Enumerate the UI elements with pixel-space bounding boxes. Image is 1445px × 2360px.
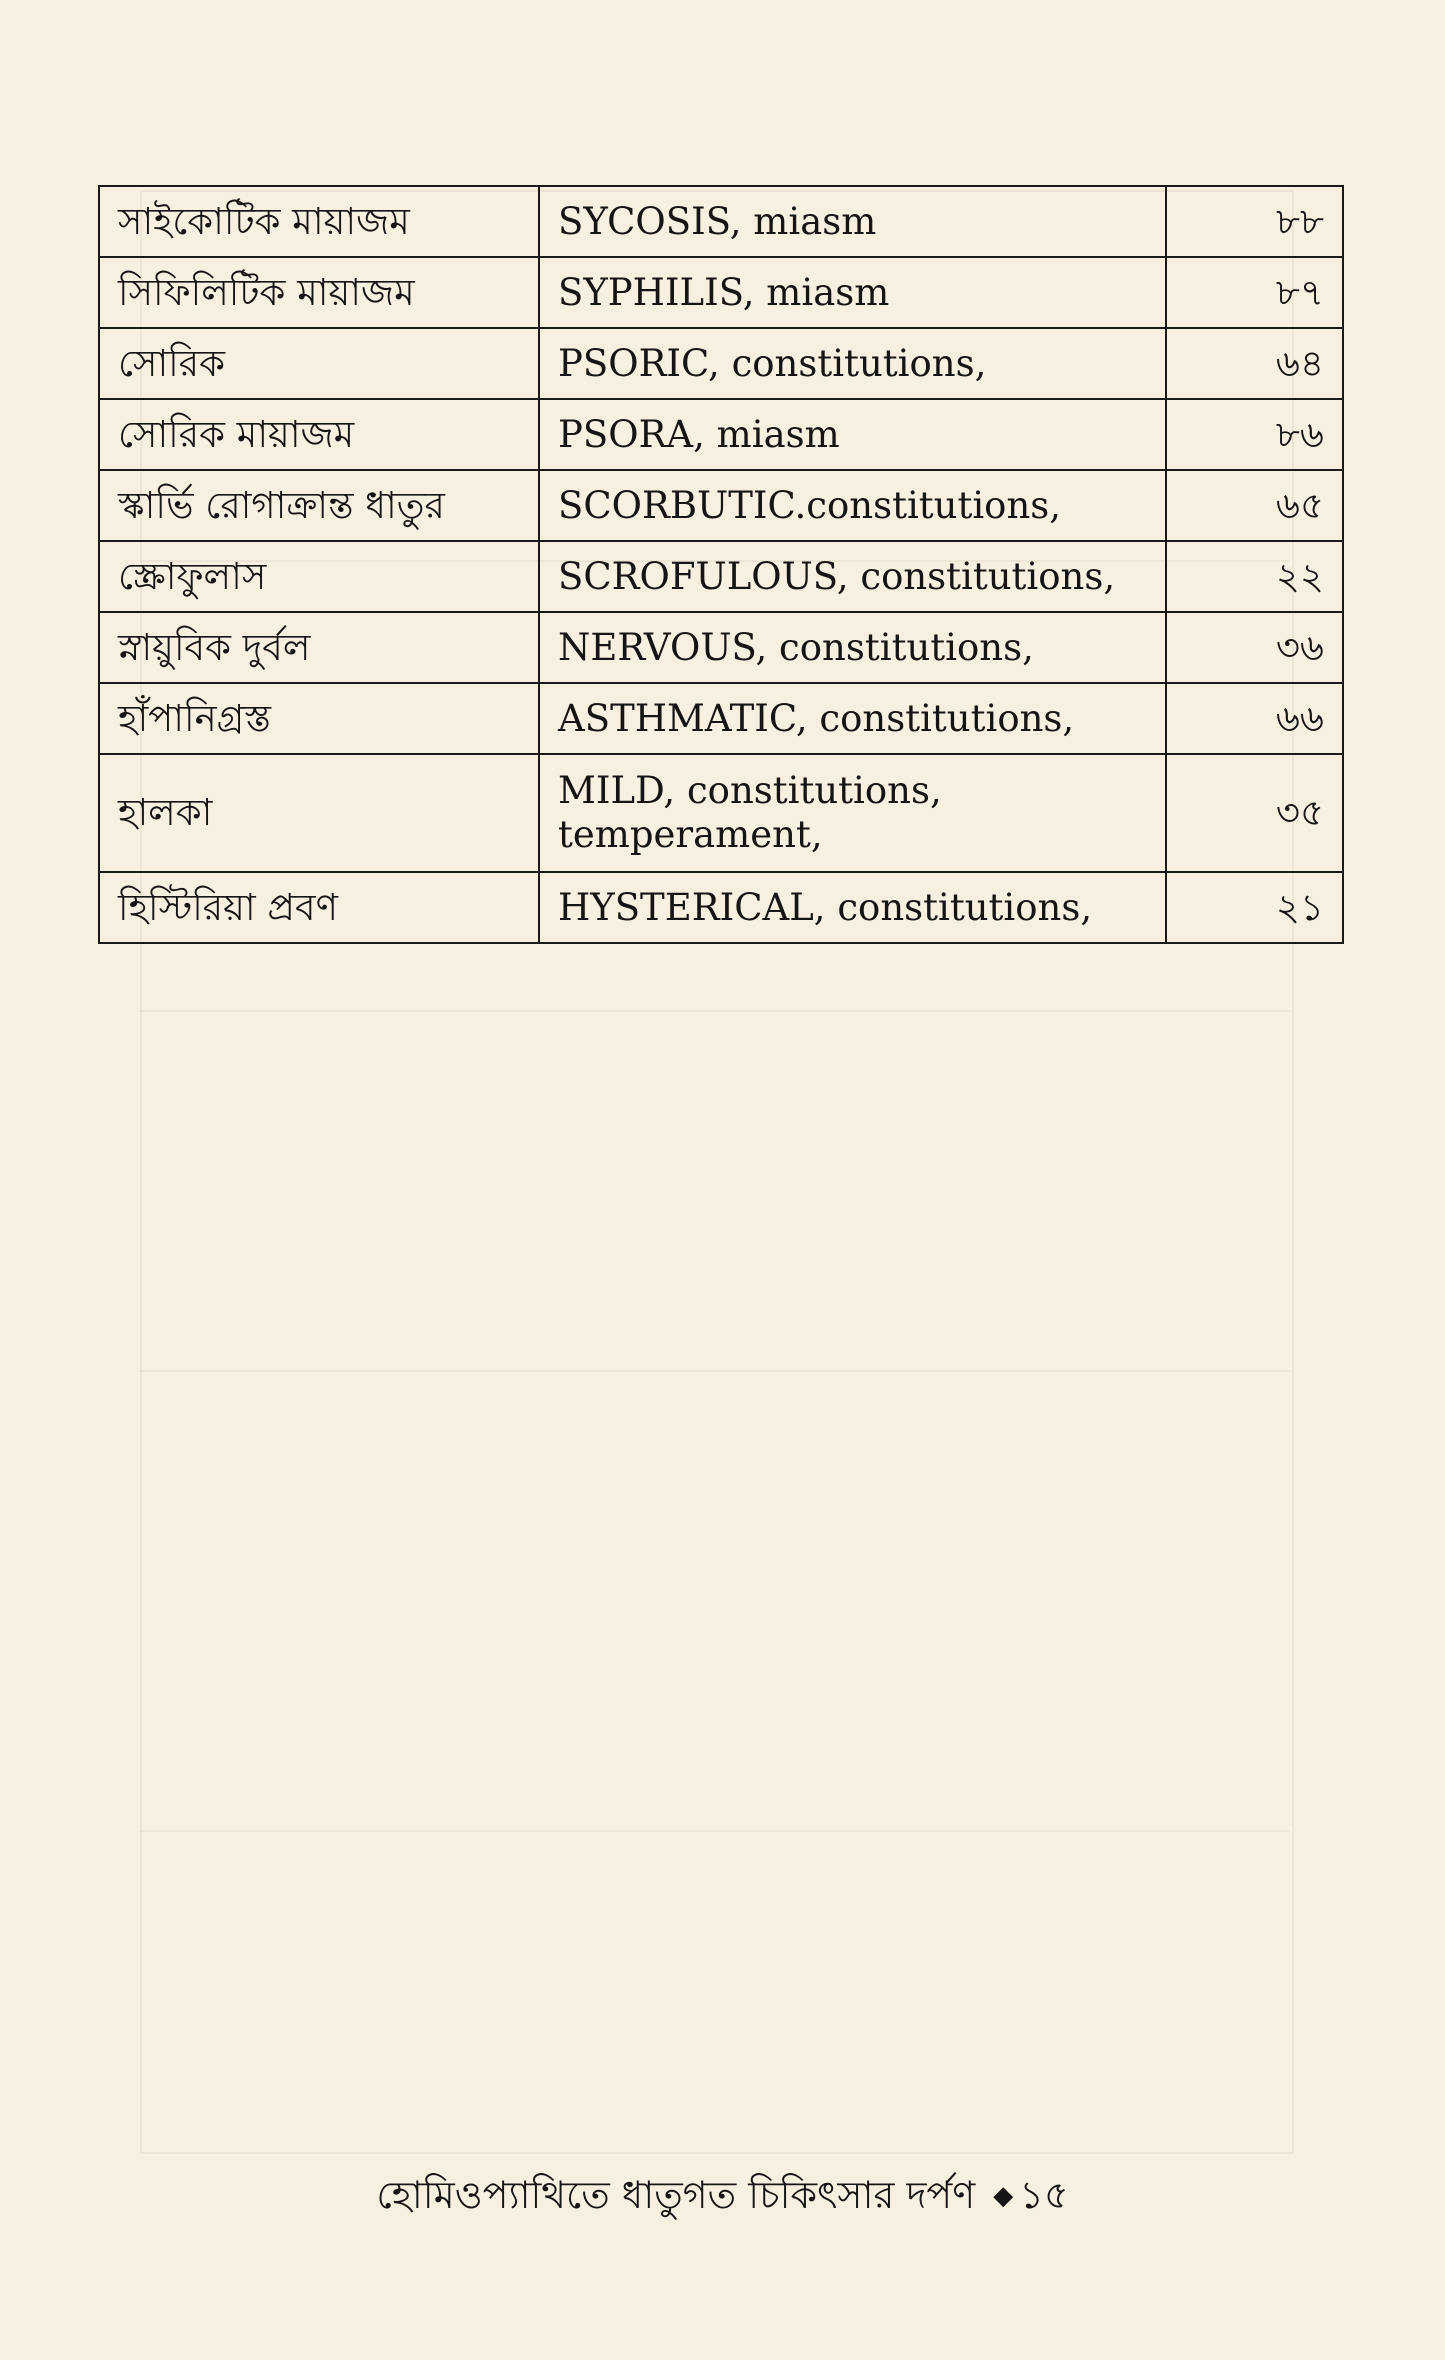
english-term: SCORBUTIC.constitutions, bbox=[539, 470, 1166, 541]
page-reference: ২১ bbox=[1166, 872, 1343, 943]
english-term bbox=[539, 754, 1166, 872]
english-term-line-2: temperament, bbox=[558, 813, 823, 856]
page-reference: ৬৬ bbox=[1166, 683, 1343, 754]
page-reference: ২২ bbox=[1166, 541, 1343, 612]
bengali-term: স্কার্ভি রোগাক্রান্ত ধাতুর bbox=[99, 470, 539, 541]
table-row bbox=[99, 754, 1343, 872]
bengali-term: সোরিক মায়াজম bbox=[99, 399, 539, 470]
table-row bbox=[99, 399, 1343, 470]
table-row bbox=[99, 872, 1343, 943]
english-term-line-1: MILD, constitutions, bbox=[558, 769, 942, 812]
table-row bbox=[99, 683, 1343, 754]
table-row bbox=[99, 186, 1343, 257]
english-term: SYPHILIS, miasm bbox=[539, 257, 1166, 328]
english-term: SYCOSIS, miasm bbox=[539, 186, 1166, 257]
table-row bbox=[99, 328, 1343, 399]
table-row bbox=[99, 541, 1343, 612]
table-row bbox=[99, 470, 1343, 541]
book-title: হোমিওপ্যাথিতে ধাতুগত চিকিৎসার দর্পণ bbox=[376, 2173, 976, 2217]
page-reference: ৮৬ bbox=[1166, 399, 1343, 470]
page-reference: ৬৫ bbox=[1166, 470, 1343, 541]
bleed-line bbox=[140, 1370, 1290, 1372]
english-term: HYSTERICAL, constitutions, bbox=[539, 872, 1166, 943]
page-reference: ৬৪ bbox=[1166, 328, 1343, 399]
bengali-term: হালকা bbox=[99, 754, 539, 872]
english-term: NERVOUS, constitutions, bbox=[539, 612, 1166, 683]
bengali-term: সাইকোটিক মায়াজম bbox=[99, 186, 539, 257]
english-term: ASTHMATIC, constitutions, bbox=[539, 683, 1166, 754]
bleed-line bbox=[140, 1830, 1290, 1832]
english-term: SCROFULOUS, constitutions, bbox=[539, 541, 1166, 612]
page-reference: ৩৫ bbox=[1166, 754, 1343, 872]
bengali-term: স্নায়ুবিক দুর্বল bbox=[99, 612, 539, 683]
bengali-term: হিস্টিরিয়া প্রবণ bbox=[99, 872, 539, 943]
page-reference: ৩৬ bbox=[1166, 612, 1343, 683]
bengali-term: হাঁপানিগ্রস্ত bbox=[99, 683, 539, 754]
constitution-index-table bbox=[98, 185, 1344, 944]
page-reference: ৮৭ bbox=[1166, 257, 1343, 328]
bengali-term: সোরিক bbox=[99, 328, 539, 399]
english-term: PSORIC, constitutions, bbox=[539, 328, 1166, 399]
page-number: ১৫ bbox=[1019, 2173, 1069, 2217]
english-term: PSORA, miasm bbox=[539, 399, 1166, 470]
table-row bbox=[99, 612, 1343, 683]
bengali-term: স্ক্রোফুলাস bbox=[99, 541, 539, 612]
page-reference: ৮৮ bbox=[1166, 186, 1343, 257]
page-footer bbox=[0, 2170, 1445, 2225]
bleed-line bbox=[140, 1010, 1290, 1012]
bengali-term: সিফিলিটিক মায়াজম bbox=[99, 257, 539, 328]
table-row bbox=[99, 257, 1343, 328]
diamond-separator-icon: ◆ bbox=[993, 2181, 1014, 2211]
